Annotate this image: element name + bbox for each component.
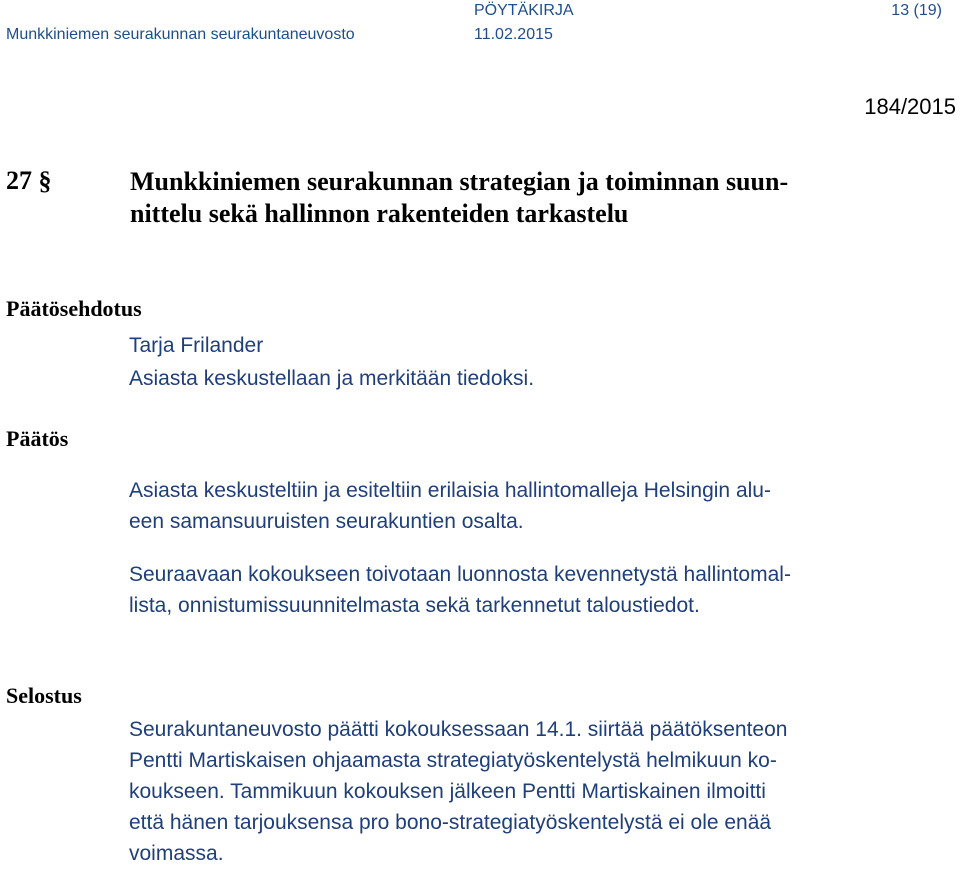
paatos-heading: Päätös xyxy=(6,426,69,451)
section-number: 27 § xyxy=(6,166,52,195)
paatosehdotus-heading: Päätösehdotus xyxy=(6,296,142,321)
paragraph-line: Seurakuntaneuvosto päätti kokouksessaan 14.1. siirtää päätöksenteon xyxy=(129,718,788,741)
header-date: 11.02.2015 xyxy=(474,26,553,43)
header-organization: Munkkiniemen seurakunnan seurakuntaneuvosto xyxy=(6,26,355,43)
section-title-line: nittelu sekä hallinnon rakenteiden tarkastelu xyxy=(130,199,629,228)
section-title xyxy=(130,166,950,230)
decision-number: 184/2015 xyxy=(864,94,956,119)
paragraph-line: koukseen. Tammikuun kokouksen jälkeen Pentti Martiskainen ilmoitti xyxy=(129,780,766,803)
selostus-paragraph xyxy=(129,714,787,869)
paragraph-line: lista, onnistumissuunnitelmasta sekä tarkennetut taloustiedot. xyxy=(129,594,700,617)
paragraph-line: Asiasta keskusteltiin ja esiteltiin erilaisia hallintomalleja Helsingin alu- xyxy=(129,479,771,502)
paragraph-line: Pentti Martiskaisen ohjaamasta strategiatyöskentelystä helmikuun ko- xyxy=(129,749,777,772)
header-document-type: PÖYTÄKIRJA xyxy=(474,2,574,19)
paatos-paragraph-1 xyxy=(129,475,771,537)
section-title-line: Munkkiniemen seurakunnan strategian ja toiminnan suun- xyxy=(130,167,789,196)
selostus-heading: Selostus xyxy=(6,683,82,708)
paragraph-line: voimassa. xyxy=(129,842,224,865)
paragraph-line: een samansuuruisten seurakuntien osalta. xyxy=(129,510,524,533)
paatos-paragraph-2 xyxy=(129,559,791,621)
paragraph-line: että hänen tarjouksensa pro bono-strategiatyöskentelystä ei ole enää xyxy=(129,811,772,834)
presenter-name: Tarja Frilander xyxy=(129,334,264,357)
paatosehdotus-text: Asiasta keskustellaan ja merkitään tiedoksi. xyxy=(129,367,535,390)
paragraph-line: Seuraavaan kokoukseen toivotaan luonnosta kevennetystä hallintomal- xyxy=(129,563,791,586)
header-page-number: 13 (19) xyxy=(891,2,942,19)
